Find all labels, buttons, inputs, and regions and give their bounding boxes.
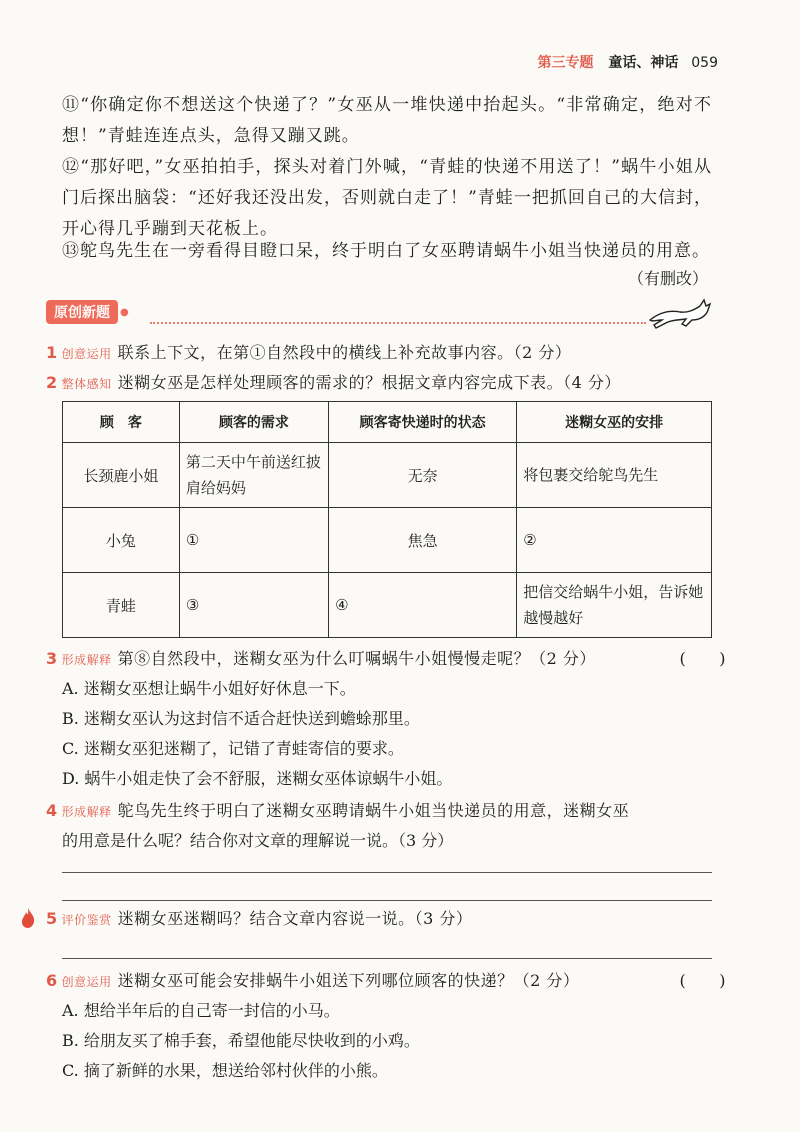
table-cell: 长颈鹿小姐 [63,443,180,508]
question-number: 6 [46,971,58,990]
question-label: 评价鉴赏 [61,913,112,927]
option-b[interactable]: B. 给朋友买了棉手套，希望他能尽快收到的小鸡。 [62,1031,420,1050]
question-6 [46,966,726,997]
page-header [538,52,718,72]
answer-parentheses[interactable]: ( ) [679,649,726,668]
question-2 [46,368,726,399]
question-number: 5 [46,909,58,928]
answer-blank-1[interactable]: ① [179,508,328,573]
table-header: 顾 客 [63,402,180,443]
topic-title: 童话、神话 [608,55,679,71]
table-cell: 把信交给蜗牛小姐，告诉她越慢越好 [517,573,712,638]
question-number: 2 [46,373,58,392]
question-number: 4 [46,801,58,820]
question-3 [46,644,726,675]
question-text: 联系上下文，在第①自然段中的横线上补充故事内容。（2 分） [117,343,572,362]
question-5 [46,904,726,935]
option-d[interactable]: D. 蜗牛小姐走快了会不舒服，迷糊女巫体谅蜗牛小姐。 [62,769,453,788]
table-cell: 焦急 [329,508,517,573]
table-row [63,508,712,573]
answer-line[interactable] [62,872,712,873]
question-number: 1 [46,343,58,362]
leaping-cat-icon [646,296,714,332]
answer-blank-4[interactable]: ④ [329,573,517,638]
banner-label: 原创新题 [46,300,118,324]
table-cell: 小兔 [63,508,180,573]
table-row [63,443,712,508]
option-a[interactable]: A. 想给半年后的自己寄一封信的小马。 [62,1001,340,1020]
question-text: 迷糊女巫迷糊吗？结合文章内容说一说。（3 分） [117,909,473,928]
story-paragraph-12: ⑫“那好吧，”女巫拍拍手，探头对着门外喊，“青蛙的快递不用送了！”蜗牛小姐从门后探出脑袋：“还好我还没出发，否则就白走了！”青蛙一把抓回自己的大信封，开心得几乎蹦到天花板上。 [62,157,712,239]
option-c[interactable]: C. 迷糊女巫犯迷糊了，记错了青蛙寄信的要求。 [62,739,404,758]
page-number: 059 [691,55,718,71]
table-cell: 将包裹交给鸵鸟先生 [517,443,712,508]
table-header: 顾客的需求 [179,402,328,443]
question-label: 形成解释 [61,805,112,819]
answer-table [62,401,712,638]
question-label: 创意运用 [61,975,112,989]
table-header: 迷糊女巫的安排 [517,402,712,443]
table-cell: 青蛙 [63,573,180,638]
question-number: 3 [46,649,58,668]
option-b[interactable]: B. 迷糊女巫认为这封信不适合赶快送到蟾蜍那里。 [62,709,420,728]
flame-icon [20,907,36,929]
question-label: 整体感知 [61,377,112,391]
story-paragraph-13: ⑬鸵鸟先生在一旁看得目瞪口呆，终于明白了女巫聘请蜗牛小姐当快递员的用意。 [62,241,710,261]
option-c[interactable]: C. 摘了新鲜的水果，想送给邻村伙伴的小熊。 [62,1061,388,1080]
question-text: 迷糊女巫可能会安排蜗牛小姐送下列哪位顾客的快递？（2 分） [117,971,580,990]
answer-line[interactable] [62,900,712,901]
answer-blank-2[interactable]: ② [517,508,712,573]
question-1 [46,338,726,369]
section-title: 第三专题 [537,55,594,71]
table-header: 顾客寄快递时的状态 [329,402,517,443]
edit-note: （有删改） [627,269,708,288]
option-a[interactable]: A. 迷糊女巫想让蜗牛小姐好好休息一下。 [62,679,356,698]
question-label: 创意运用 [61,347,112,361]
question-text: 鸵鸟先生终于明白了迷糊女巫聘请蜗牛小姐当快递员的用意，迷糊女巫 [117,801,630,820]
banner-arrow-icon: ● [120,307,129,318]
table-cell: 无奈 [329,443,517,508]
answer-blank-3[interactable]: ③ [179,573,328,638]
answer-line[interactable] [62,958,712,959]
answer-parentheses[interactable]: ( ) [679,971,726,990]
table-row [63,573,712,638]
table-header-row [63,402,712,443]
question-text: 第⑧自然段中，迷糊女巫为什么叮嘱蜗牛小姐慢慢走呢？（2 分） [117,649,596,668]
question-4-text-continued: 的用意是什么呢？结合你对文章的理解说一说。（3 分） [62,831,454,850]
banner-dotted-line [150,322,646,324]
question-label: 形成解释 [61,653,112,667]
story-paragraph-11: ⑪“你确定你不想送这个快递了？”女巫从一堆快递中抬起头。“非常确定，绝对不想！”青蛙连连点头，急得又蹦又跳。 [62,95,712,146]
table-cell: 第二天中午前送红披肩给妈妈 [179,443,328,508]
section-banner [46,300,129,324]
question-text: 迷糊女巫是怎样处理顾客的需求的？根据文章内容完成下表。（4 分） [117,373,621,392]
question-4 [46,796,726,827]
